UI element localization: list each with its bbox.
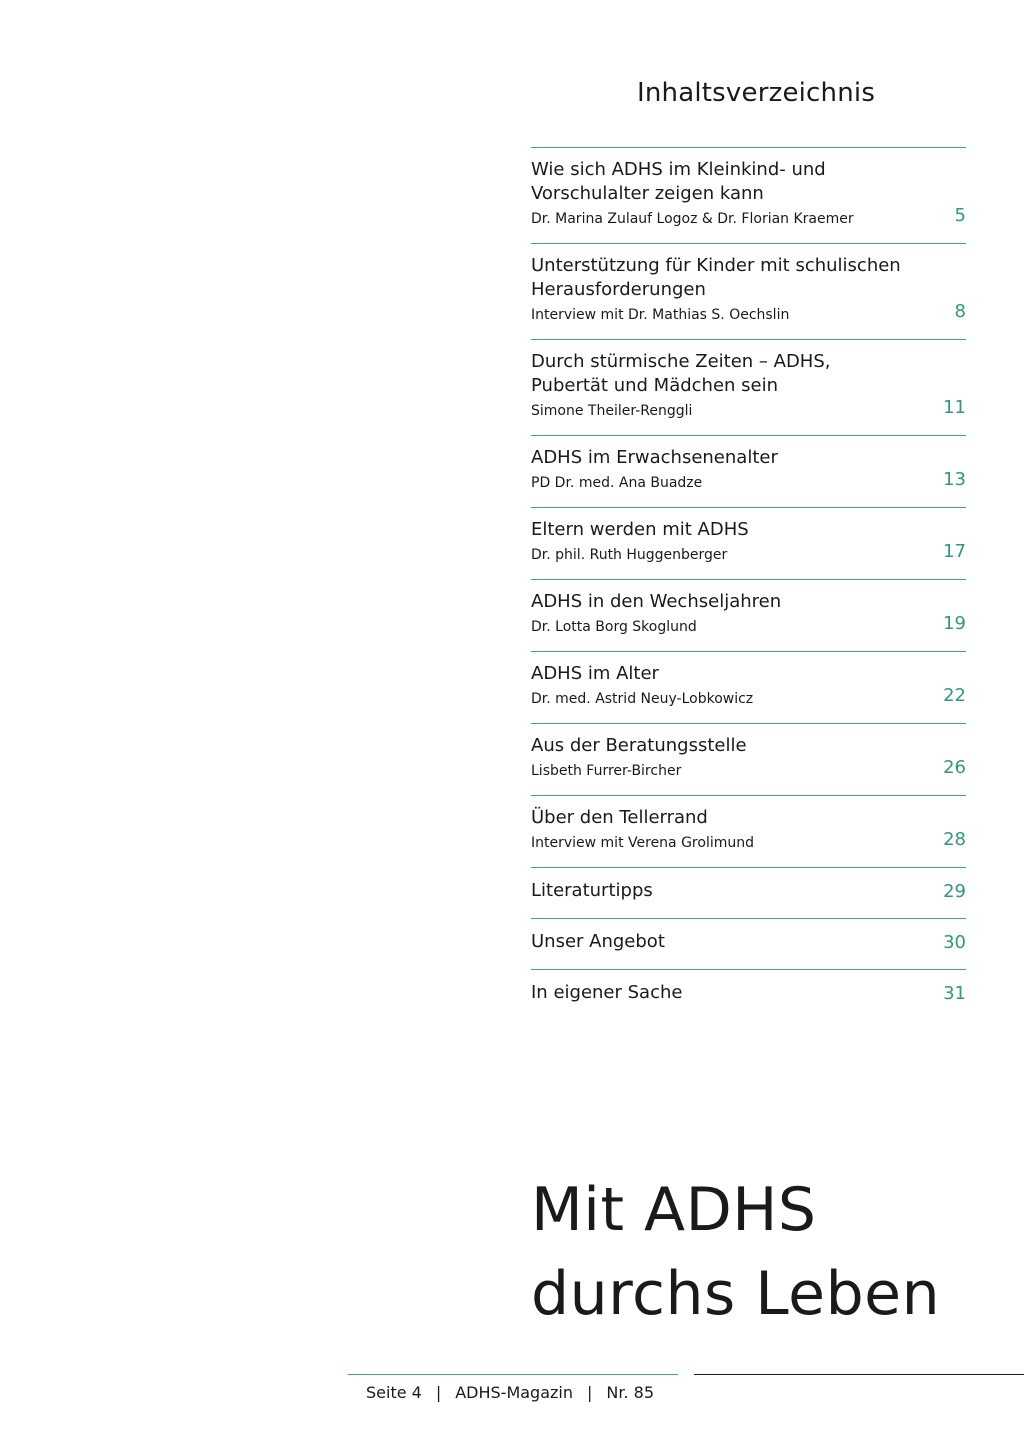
- toc-entry[interactable]: [531, 507, 966, 579]
- toc-entry-author: Dr. Lotta Borg Skoglund: [531, 619, 697, 635]
- footer-rule-dark: [694, 1374, 1024, 1375]
- toc-entry-page-number: 13: [943, 469, 966, 490]
- footer-magazine-name: ADHS-Magazin: [455, 1383, 573, 1402]
- toc-entry-author: Dr. med. Astrid Neuy-Lobkowicz: [531, 691, 754, 707]
- toc-entry-title: Unser Angebot: [531, 931, 665, 952]
- toc-entry-title: Eltern werden mit ADHS: [531, 519, 749, 540]
- toc-entry[interactable]: [531, 339, 966, 435]
- toc-entry[interactable]: [531, 147, 966, 243]
- toc-entry-title: Literaturtipps: [531, 880, 653, 901]
- toc-entry-page-number: 11: [943, 397, 966, 418]
- toc-entry-title: Unterstützung für Kinder mit schulischen Herausforderungen: [531, 255, 901, 300]
- toc-entry-title: Wie sich ADHS im Kleinkind- und Vorschulalter zeigen kann: [531, 159, 826, 204]
- toc-entry-author: Lisbeth Furrer-Bircher: [531, 763, 682, 779]
- toc-entry-page-number: 31: [943, 983, 966, 1004]
- toc-entry[interactable]: [531, 579, 966, 651]
- toc-entry-title: ADHS im Alter: [531, 663, 659, 684]
- toc-entry-page-number: 22: [943, 685, 966, 706]
- toc-entry-title: Aus der Beratungsstelle: [531, 735, 747, 756]
- toc-entry-title: In eigener Sache: [531, 982, 683, 1003]
- toc-entry[interactable]: [531, 435, 966, 507]
- feature-title-line-1: Mit ADHS: [531, 1175, 817, 1245]
- toc-entry-author: PD Dr. med. Ana Buadze: [531, 475, 703, 491]
- toc-entry-page-number: 17: [943, 541, 966, 562]
- toc-entry[interactable]: [531, 969, 966, 1020]
- footer-page-label: Seite 4: [366, 1383, 422, 1402]
- footer-separator: |: [435, 1383, 442, 1402]
- toc-entry-author: Dr. Marina Zulauf Logoz & Dr. Florian Kraemer: [531, 211, 854, 227]
- toc-entry-title: Durch stürmische Zeiten – ADHS, Pubertät und Mädchen sein: [531, 351, 831, 396]
- toc-entry-author: Simone Theiler-Renggli: [531, 403, 693, 419]
- table-of-contents: [531, 147, 966, 1020]
- toc-entry[interactable]: [531, 651, 966, 723]
- toc-entry-author: Interview mit Verena Grolimund: [531, 835, 754, 851]
- toc-entry-title: Über den Tellerrand: [531, 807, 708, 828]
- toc-entry-author: Dr. phil. Ruth Huggenberger: [531, 547, 728, 563]
- toc-entry[interactable]: [531, 918, 966, 969]
- toc-entry-page-number: 29: [943, 881, 966, 902]
- toc-entry[interactable]: [531, 723, 966, 795]
- footer-rule-accent: [348, 1374, 678, 1375]
- toc-entry-page-number: 30: [943, 932, 966, 953]
- toc-entry-page-number: 5: [954, 205, 966, 226]
- toc-entry-title: ADHS im Erwachsenenalter: [531, 447, 778, 468]
- footer-issue-number: Nr. 85: [606, 1383, 654, 1402]
- toc-entry-title: ADHS in den Wechseljahren: [531, 591, 782, 612]
- toc-entry-page-number: 8: [954, 301, 966, 322]
- toc-entry-page-number: 19: [943, 613, 966, 634]
- toc-entry-author: Interview mit Dr. Mathias S. Oechslin: [531, 307, 790, 323]
- toc-heading: Inhaltsverzeichnis: [637, 78, 876, 108]
- toc-entry[interactable]: [531, 795, 966, 867]
- toc-entry-page-number: 26: [943, 757, 966, 778]
- footer-separator: |: [587, 1383, 593, 1402]
- toc-entry-page-number: 28: [943, 829, 966, 850]
- page-footer: [366, 1382, 654, 1404]
- toc-entry[interactable]: [531, 867, 966, 918]
- toc-entry[interactable]: [531, 243, 966, 339]
- feature-title-line-2: durchs Leben: [531, 1259, 941, 1329]
- feature-title: [531, 1168, 940, 1336]
